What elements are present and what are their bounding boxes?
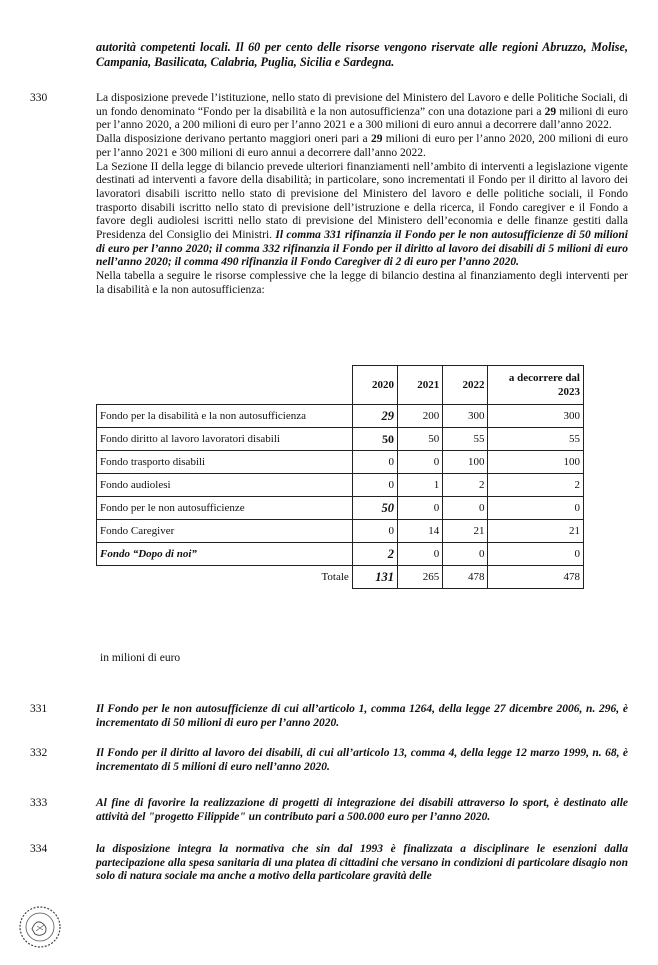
paragraph-run: Dalla disposizione derivano pertanto maggiori oneri pari a [96, 133, 371, 146]
section-330-body [96, 92, 628, 298]
table-total-row [97, 566, 584, 589]
row-label: Fondo “Dopo di noi” [97, 543, 353, 566]
section-paragraph [96, 270, 628, 297]
section-paragraph [96, 161, 628, 271]
section-paragraph [96, 92, 628, 133]
row-label: Fondo audiolesi [97, 474, 353, 497]
paragraph-run: milioni di euro per l’anno 2020, 200 milioni di euro per l’anno 2021 e 300 milioni di euro annui a decorrere dall’anno 2022. [96, 133, 628, 159]
table-body [97, 405, 584, 566]
row-value: 300 [443, 405, 488, 428]
row-value: 100 [443, 451, 488, 474]
total-label: Totale [97, 566, 353, 589]
row-value: 14 [398, 520, 443, 543]
row-value: 0 [398, 451, 443, 474]
row-value: 0 [443, 497, 488, 520]
comma-332-text: Il Fondo per il diritto al lavoro dei disabili, di cui all’articolo 13, comma 4, della legge 12 marzo 1999, n. 68, è incrementato di 5 milioni di euro nell’anno 2020. [96, 747, 628, 773]
total-from-2023: 478 [488, 566, 584, 589]
row-value: 1 [398, 474, 443, 497]
comma-number: 332 [30, 747, 48, 759]
total-2021: 265 [398, 566, 443, 589]
row-value: 55 [443, 428, 488, 451]
paragraph-run: 29 [370, 133, 383, 146]
header-from-2023: a decorrere dal 2023 [488, 366, 584, 405]
table-unit-note: in milioni di euro [100, 652, 181, 664]
paragraph-run: La disposizione prevede l’istituzione, nello stato di previsione del Ministero del Lavoro e delle Politiche Sociali, di un fondo denominato “Fondo per la disabilità e la non autosufficienza” con una dotazione pari a [96, 92, 628, 118]
row-label: Fondo per la disabilità e la non autosufficienza [97, 405, 353, 428]
table-row [97, 497, 584, 520]
intro-paragraph: autorità competenti locali. Il 60 per cento delle risorse vengono riservate alle regioni Abruzzo, Molise, Campania, Basilicata, Calabria, Puglia, Sicilia e Sardegna. [96, 40, 628, 69]
row-value: 0 [398, 497, 443, 520]
row-value: 2 [488, 474, 584, 497]
funding-table [96, 365, 584, 589]
row-value: 0 [352, 520, 397, 543]
row-value: 29 [352, 405, 397, 428]
row-value: 300 [488, 405, 584, 428]
row-label: Fondo Caregiver [97, 520, 353, 543]
comma-334-text: la disposizione integra la normativa che sin dal 1993 è finalizzata a disciplinare le esenzioni dalla partecipazione alla spesa sanitaria di una platea di cittadini che versano in condizioni di particolare disagio non solo di natura sociale ma anche a motivo della particolare gravità delle [96, 843, 628, 883]
table-row [97, 474, 584, 497]
comma-333-text: Al fine di favorire la realizzazione di progetti di integrazione dei disabili attraverso lo sport, è destinato alle attività del "progetto Filippide" un contributo pari a 500.000 euro per l’anno 2020. [96, 797, 628, 823]
header-2020: 2020 [352, 366, 397, 405]
row-label: Fondo diritto al lavoro lavoratori disabili [97, 428, 353, 451]
header-2022: 2022 [443, 366, 488, 405]
table-header-row [97, 366, 584, 405]
table-row [97, 451, 584, 474]
row-value: 50 [398, 428, 443, 451]
paragraph-run: La Sezione II della legge di bilancio prevede ulteriori finanziamenti nell’ambito di interventi a legislazione vigente destinati ad interventi a favore della disabilità; in particolare, sono incrementati il Fondo per il diritto al lavoro dei lavoratori disabili iscritto nello stato di previsione del Ministero del lavoro e delle politiche sociali, il Fondo trasporto disabili iscritto nello stato di previsione dell’istruzione e della ricerca, il Fondo caregiver e il Fondo a favore degli audiolesi iscritti nello stato di previsione del Ministero dell’economia e delle finanze gestiti dalla Presidenza del Consiglio dei Ministri. [96, 160, 628, 242]
table-row [97, 428, 584, 451]
comma-number: 331 [30, 703, 48, 715]
row-value: 0 [398, 543, 443, 566]
row-value: 200 [398, 405, 443, 428]
row-value: 0 [488, 543, 584, 566]
row-value: 21 [488, 520, 584, 543]
comma-number: 334 [30, 843, 48, 855]
table-corner [97, 366, 353, 405]
total-2020: 131 [352, 566, 397, 589]
stamp-seal-icon [18, 905, 62, 949]
comma-331-text: Il Fondo per le non autosufficienze di cui all’articolo 1, comma 1264, della legge 27 dicembre 2006, n. 296, è incrementato di 50 milioni di euro per l’anno 2020. [96, 703, 628, 729]
paragraph-run: Il comma 331 rifinanzia il Fondo per le non autosufficienze di 50 milioni di euro per l’anno 2020; il comma 332 rifinanzia il Fondo per il diritto al lavoro dei disabili di 5 milioni di euro nell’anno 2020; il comma 490 rifinanzia il Fondo Caregiver di 2 di euro per l’anno 2020. [96, 229, 628, 269]
comma-number: 333 [30, 797, 48, 809]
row-label: Fondo per le non autosufficienze [97, 497, 353, 520]
header-2021: 2021 [398, 366, 443, 405]
row-value: 21 [443, 520, 488, 543]
paragraph-run: milioni di euro per l’anno 2020, a 200 milioni di euro per l’anno 2021 e a 300 milioni di euro annui a decorrere dall’anno 2022. [96, 105, 629, 132]
row-value: 2 [443, 474, 488, 497]
table-row [97, 543, 584, 566]
row-value: 100 [488, 451, 584, 474]
paragraph-run: 29 [544, 105, 557, 118]
row-value: 50 [352, 428, 397, 451]
table-row [97, 520, 584, 543]
row-value: 50 [352, 497, 397, 520]
row-value: 0 [352, 474, 397, 497]
total-2022: 478 [443, 566, 488, 589]
row-value: 0 [488, 497, 584, 520]
paragraph-run: Nella tabella a seguire le risorse complessive che la legge di bilancio destina al finanziamento degli interventi per la disabilità e la non autosufficienza: [96, 270, 628, 296]
section-number: 330 [30, 92, 48, 104]
table-row [97, 405, 584, 428]
row-value: 55 [488, 428, 584, 451]
row-value: 2 [352, 543, 397, 566]
row-value: 0 [352, 451, 397, 474]
row-value: 0 [443, 543, 488, 566]
row-label: Fondo trasporto disabili [97, 451, 353, 474]
section-paragraph [96, 133, 628, 160]
